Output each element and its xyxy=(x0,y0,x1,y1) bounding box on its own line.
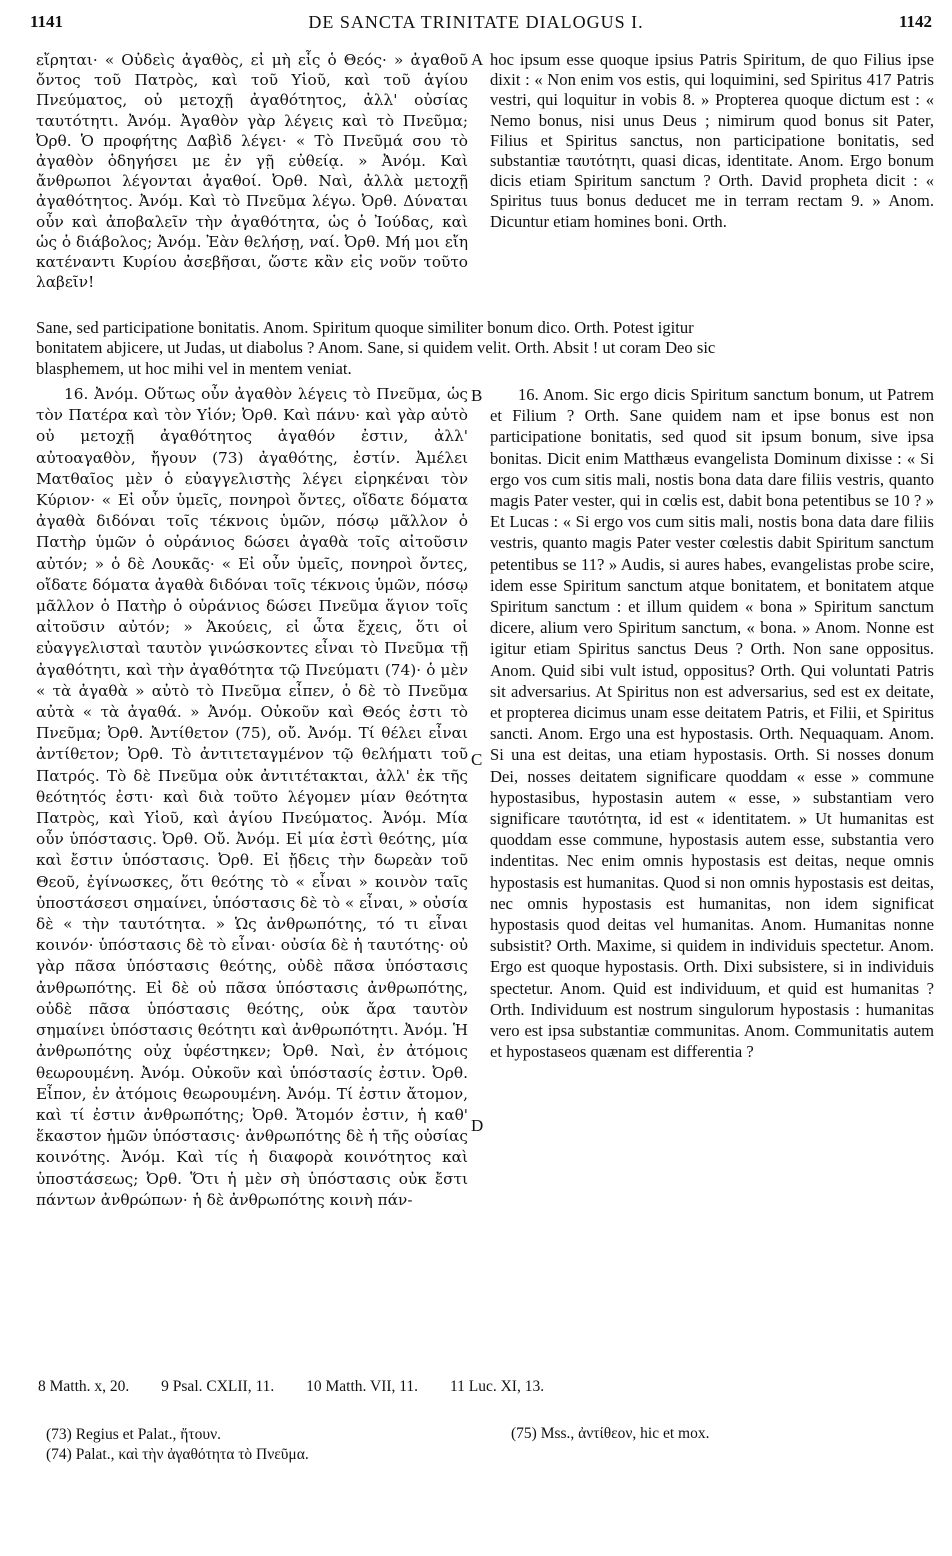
full-width-line-2: bonitatem abjicere, ut Judas, ut diabolus ? Anom. Sane, si quidem velit. Orth. Absit ! ut coram Deo sic xyxy=(36,338,716,358)
latin-column-lower xyxy=(490,384,934,1366)
notes-left xyxy=(46,1425,486,1465)
footnote-8: 8 Matth. x, 20. xyxy=(38,1378,130,1395)
latin-paragraph-2: 16. Anom. Sic ergo dicis Spiritum sanctum bonum, ut Patrem et Filium ? Orth. Sane quidem nam et ipse bonus est non participatione bonitatis, sed quod sit ipsum bonum, sive ipsa bonitas. Dicit enim Matthæus evangelista Dominum dixisse : « Si ergo vos cum sitis mali, nostis bona data dare filiis vestris, quanto magis Pater vester, qui in cœlis est, dabit bona petentibus se 10 ? » Et Lucas : « Si ergo vos cum sitis mali, nostis bona data dare filiis vestris, quanto magis Pater vester cœlestis dabit Spiritum sanctum petentibus se 11? » Audis, si aures habes, evangelistas probe scire, idem esse Spiritum sanctum atque bonitatem, et bonitatem atque Spiritum sanctum : et illum quidem « bona » Spiritum sanctum dicere, alium vero Spiritum sanctum, « bona. » Anom. Nonne est igitur etiam Spiritus sanctus Deus ? Orth. Non sane oppositus. Anom. Quid sibi vult istud, oppositus? Orth. Qui voluntati Patris sit adversarius. At Spiritus non est adversarius, sed est ex deitate, et propterea dicimus unam esse deitatem Patris, et Filii, et Spiritus sancti. Anom. Ergo una est hypostasis. Orth. Nequaquam. Anom. Si una est deitas, una etiam hypostasis. Orth. Si nosses donum Dei, nosses deitatem significare quoddam « esse » commune hypostasibus, hypostasin autem « esse, » substantiam vero significare ταυτότητα, id est « identitatem. » Ut humanitas est quoddam esse commune, hypostasis autem esse, substantia vero indentitas. Nec enim omnis hypostasis est deitas, neque omnis hypostasis est humanitas. Quod si non omnis hypostasis est deitas, nec omnis hypostasis est humanitas, non idem significat hypostasis quod deitas vel humanitas. Anom. Humanitas nonne subsistit? Orth. Maxime, si quidem in individuis spectetur. Anom. Ergo est quoque hypostasis. Orth. Dixi subsistere, si in individuis spectetur. Anom. Quid est individuum, et quid est humanitas ? Orth. Individuum est nostrum singulorum hypostasis : humanitas vero est ipsa substantiæ communitas. Anom. Communitatis autem et hypostaseos quænam est differentia ? xyxy=(490,385,934,1062)
running-header xyxy=(0,12,952,40)
full-width-line-3: blasphemem, ut hoc mihi vel in mentem veniat. xyxy=(36,358,352,378)
latin-paragraph-1: hoc ipsum esse quoque ipsius Patris Spiritum, de quo Filius ipse dixit : « Non enim vos estis, qui loquimini, sed Spiritus 417 Patris vestri, qui loquitur in vobis 8. » Propterea quoque dictum est : « Nemo bonus, nisi unus Deus ; nimirum quod bonus sit Pater, Filius et Spiritus sanctus, non participatione bonitatis, sed substantiæ ταυτότητι, quasi dicas, identitate. Anom. Ergo bonum dicis etiam Spiritum sanctum ? Orth. David propheta dicit : « Spiritus tuus bonus deducet me in terram rectam 9. » Anom. Dicuntur etiam homines boni. Orth. xyxy=(490,50,934,231)
footnote-10: 10 Matth. VII, 11. xyxy=(306,1378,419,1395)
running-title: DE SANCTA TRINITATE DIALOGUS I. xyxy=(308,12,644,32)
margin-letter-d: D xyxy=(471,1116,484,1135)
note-75: (75) Mss., ἀντίθεον, hic et mox. xyxy=(511,1425,710,1442)
footnote-11: 11 Luc. XI, 13. xyxy=(449,1378,545,1395)
margin-letter-b: B xyxy=(471,386,483,405)
footnotes-line xyxy=(38,1378,938,1396)
footnote-9: 9 Psal. CXLII, 11. xyxy=(161,1378,275,1395)
full-width-lines xyxy=(36,318,934,379)
greek-paragraph-1: εἴρηται· « Οὐδεὶς ἀγαθὸς, εἰ μὴ εἷς ὁ Θεός· » ἀγαθοῦ ὄντος τοῦ Πατρὸς, καὶ τοῦ Υἱοῦ, καὶ τοῦ ἁγίου Πνεύματος, οὐ μετοχῇ ἀγαθότητος, ἀλλ' οὐσίας ταυτότητι. Ἀνόμ. Ἀγαθὸν γὰρ λέγεις καὶ τὸ Πνεῦμα; Ὀρθ. Ὁ προφήτης Δαβὶδ λέγει· « Τὸ Πνεῦμά σου τὸ ἀγαθὸν ὁδηγήσει με ἐν γῇ εὐθείᾳ. » Ἀνόμ. Καὶ ἄνθρωποι λέγονται ἀγαθοί. Ὀρθ. Ναὶ, ἀλλὰ μετοχῇ ἀγαθότητος. Ἀνόμ. Καὶ τὸ Πνεῦμα λέγω. Ὀρθ. Δύναται οὖν καὶ ἀποβαλεῖν τὴν ἀγαθότητα, ὡς ὁ Ἰούδας, καὶ ὡς ὁ διάβολος; Ἀνόμ. Ἐὰν θελήσῃ, ναί. Ὀρθ. Μή μοι εἴη κατέναντι Κυρίου ἀσεβῆσαι, ὥστε κἂν εἰς νοῦν τοῦτο λαβεῖν! xyxy=(36,51,468,292)
greek-paragraph-2: 16. Ἀνόμ. Οὕτως οὖν ἀγαθὸν λέγεις τὸ Πνεῦμα, ὡς τὸν Πατέρα καὶ τὸν Υἱόν; Ὀρθ. Καὶ πάνυ· καὶ γὰρ αὐτὸ οὐ μετοχῇ ἀγαθότητος ἀγαθόν ἐστιν, ἀλλ' αὐτοαγαθὸν, ἤγουν (73) ἀγαθότης, ἐστίν. Ἀμέλει Ματθαῖος μὲν ὁ εὐαγγελιστὴς λέγει εἰρηκέναι τὸν Κύριον· « Εἰ οὖν ὑμεῖς, πονηροὶ ὄντες, οἴδατε δόματα ἀγαθὰ διδόναι τοῖς τέκνοις ὑμῶν, πόσῳ μᾶλλον ὁ Πατὴρ ὑμῶν ὁ οὐράνιος δώσει ἀγαθὰ τοῖς αἰτοῦσιν αὐτόν; » ὁ δὲ Λουκᾶς· « Εἰ οὖν ὑμεῖς, πονηροὶ ὄντες, οἴδατε δόματα ἀγαθὰ διδόναι τοῖς τέκνοις ὑμῶν, πόσῳ μᾶλλον ὁ Πατὴρ ὁ οὐράνιος δώσει Πνεῦμα ἅγιον τοῖς αἰτοῦσιν αὐτόν; » Ἀκούεις, εἰ ὦτα ἔχεις, ὅτι οἱ εὐαγγελισταὶ ταυτὸν γινώσκοντες εἶναι τὸ Πνεῦμα τῇ ἀγαθότητι, καὶ τὴν ἀγαθότητα τῷ Πνεύματι (74)· ὁ μὲν « τὰ ἀγαθὰ » αὐτὸ τὸ Πνεῦμα εἶπεν, ὁ δὲ τὸ Πνεῦμα αὐτὰ « τὰ ἀγαθά. » Ἀνόμ. Οὐκοῦν καὶ Θεός ἐστι τὸ Πνεῦμα; Ὀρθ. Ἀντίθετον (75), οὔ. Ἀνόμ. Τί θέλει εἶναι ἀντίθετον; Ὀρθ. Τὸ ἀντιτεταγμένον τῷ θελήματι τοῦ Πατρός. Τὸ δὲ Πνεῦμα οὐκ ἀντιτέτακται, ἀλλ' ἐκ τῆς θεότητός ἐστι· καὶ διὰ τοῦτο λέγομεν μίαν θεότητα Πατρὸς, καὶ Υἱοῦ, καὶ ἁγίου Πνεύματος. Ἀνόμ. Μία οὖν ὑπόστασις. Ὀρθ. Οὔ. Ἀνόμ. Εἰ μία ἐστὶ θεότης, μία καὶ ἔστιν ὑπόστασις. Ὀρθ. Εἰ ᾔδεις τὴν δωρεὰν τοῦ Θεοῦ, ἐγίνωσκες, ὅτι θεότης τὸ « εἶναι » κοινὸν ταῖς ὑποστάσεσι σημαίνει, ὑπόστασις δὲ τὸ « εἶναι, » οὐσία δὲ « τὴν ταυτότητα. » Ὡς ἀνθρωπότης, τό τι εἶναι κοινόν· ὑπόστασις δὲ τὸ εἶναι· οὐσία δὲ ἡ ταυτότης· οὐ γὰρ πᾶσα ὑπόστασις θεότης, οὐδὲ πᾶσα ὑπόστασις ἀνθρωπότης. Εἰ δὲ οὐ πᾶσα ὑπόστασις ἀνθρωπότης, οὐδὲ πᾶσα ὑπόστασις θεότης, οὐκ ἄρα ταυτὸν σημαίνει ὑπόστασις θεότητι καὶ ἀνθρωπότητι. Ἀνόμ. Ἡ ἀνθρωπότης οὐχ ὑφέστηκεν; Ὀρθ. Ναὶ, ἐν ἀτόμοις θεωρουμένη. Ἀνόμ. Οὐκοῦν καὶ ὑπόστασίς ἐστιν. Ὀρθ. Εἶπον, ἐν ἀτόμοις θεωρουμένη. Ἀνόμ. Τί ἐστιν ἄτομον, καὶ τί ἐστιν ἀνθρωπότης; Ὀρθ. Ἄτομόν ἐστιν, ἡ καθ' ἕκαστον ἡμῶν ὑπόστασις· ἀνθρωπότης δὲ ἡ τῆς οὐσίας κοινότης. Ἀνόμ. Καὶ τίς ἡ διαφορὰ κοινότητος καὶ ὑποστάσεως; Ὀρθ. Ὅτι ἡ μὲν σὴ ὑπόστασις οὐκ ἔστι πάντων ἀνθρώπων· ἡ δὲ ἀνθρωπότης κοινὴ πάν- xyxy=(36,385,468,1209)
note-73: (73) Regius et Palat., ἤτουν. xyxy=(46,1426,221,1443)
note-74: (74) Palat., καὶ τὴν ἀγαθότητα τὸ Πνεῦμα. xyxy=(46,1446,309,1463)
full-width-line-1: Sane, sed participatione bonitatis. Anom. Spiritum quoque similiter bonum dico. Orth. Potest igitur xyxy=(36,318,694,337)
page-number-left: 1141 xyxy=(30,12,64,31)
margin-letter-a: A xyxy=(471,50,484,69)
margin-letter-c: C xyxy=(471,750,483,769)
notes-right xyxy=(511,1425,931,1443)
page-number-right: 1142 xyxy=(898,12,932,31)
greek-column-lower xyxy=(36,384,468,1366)
